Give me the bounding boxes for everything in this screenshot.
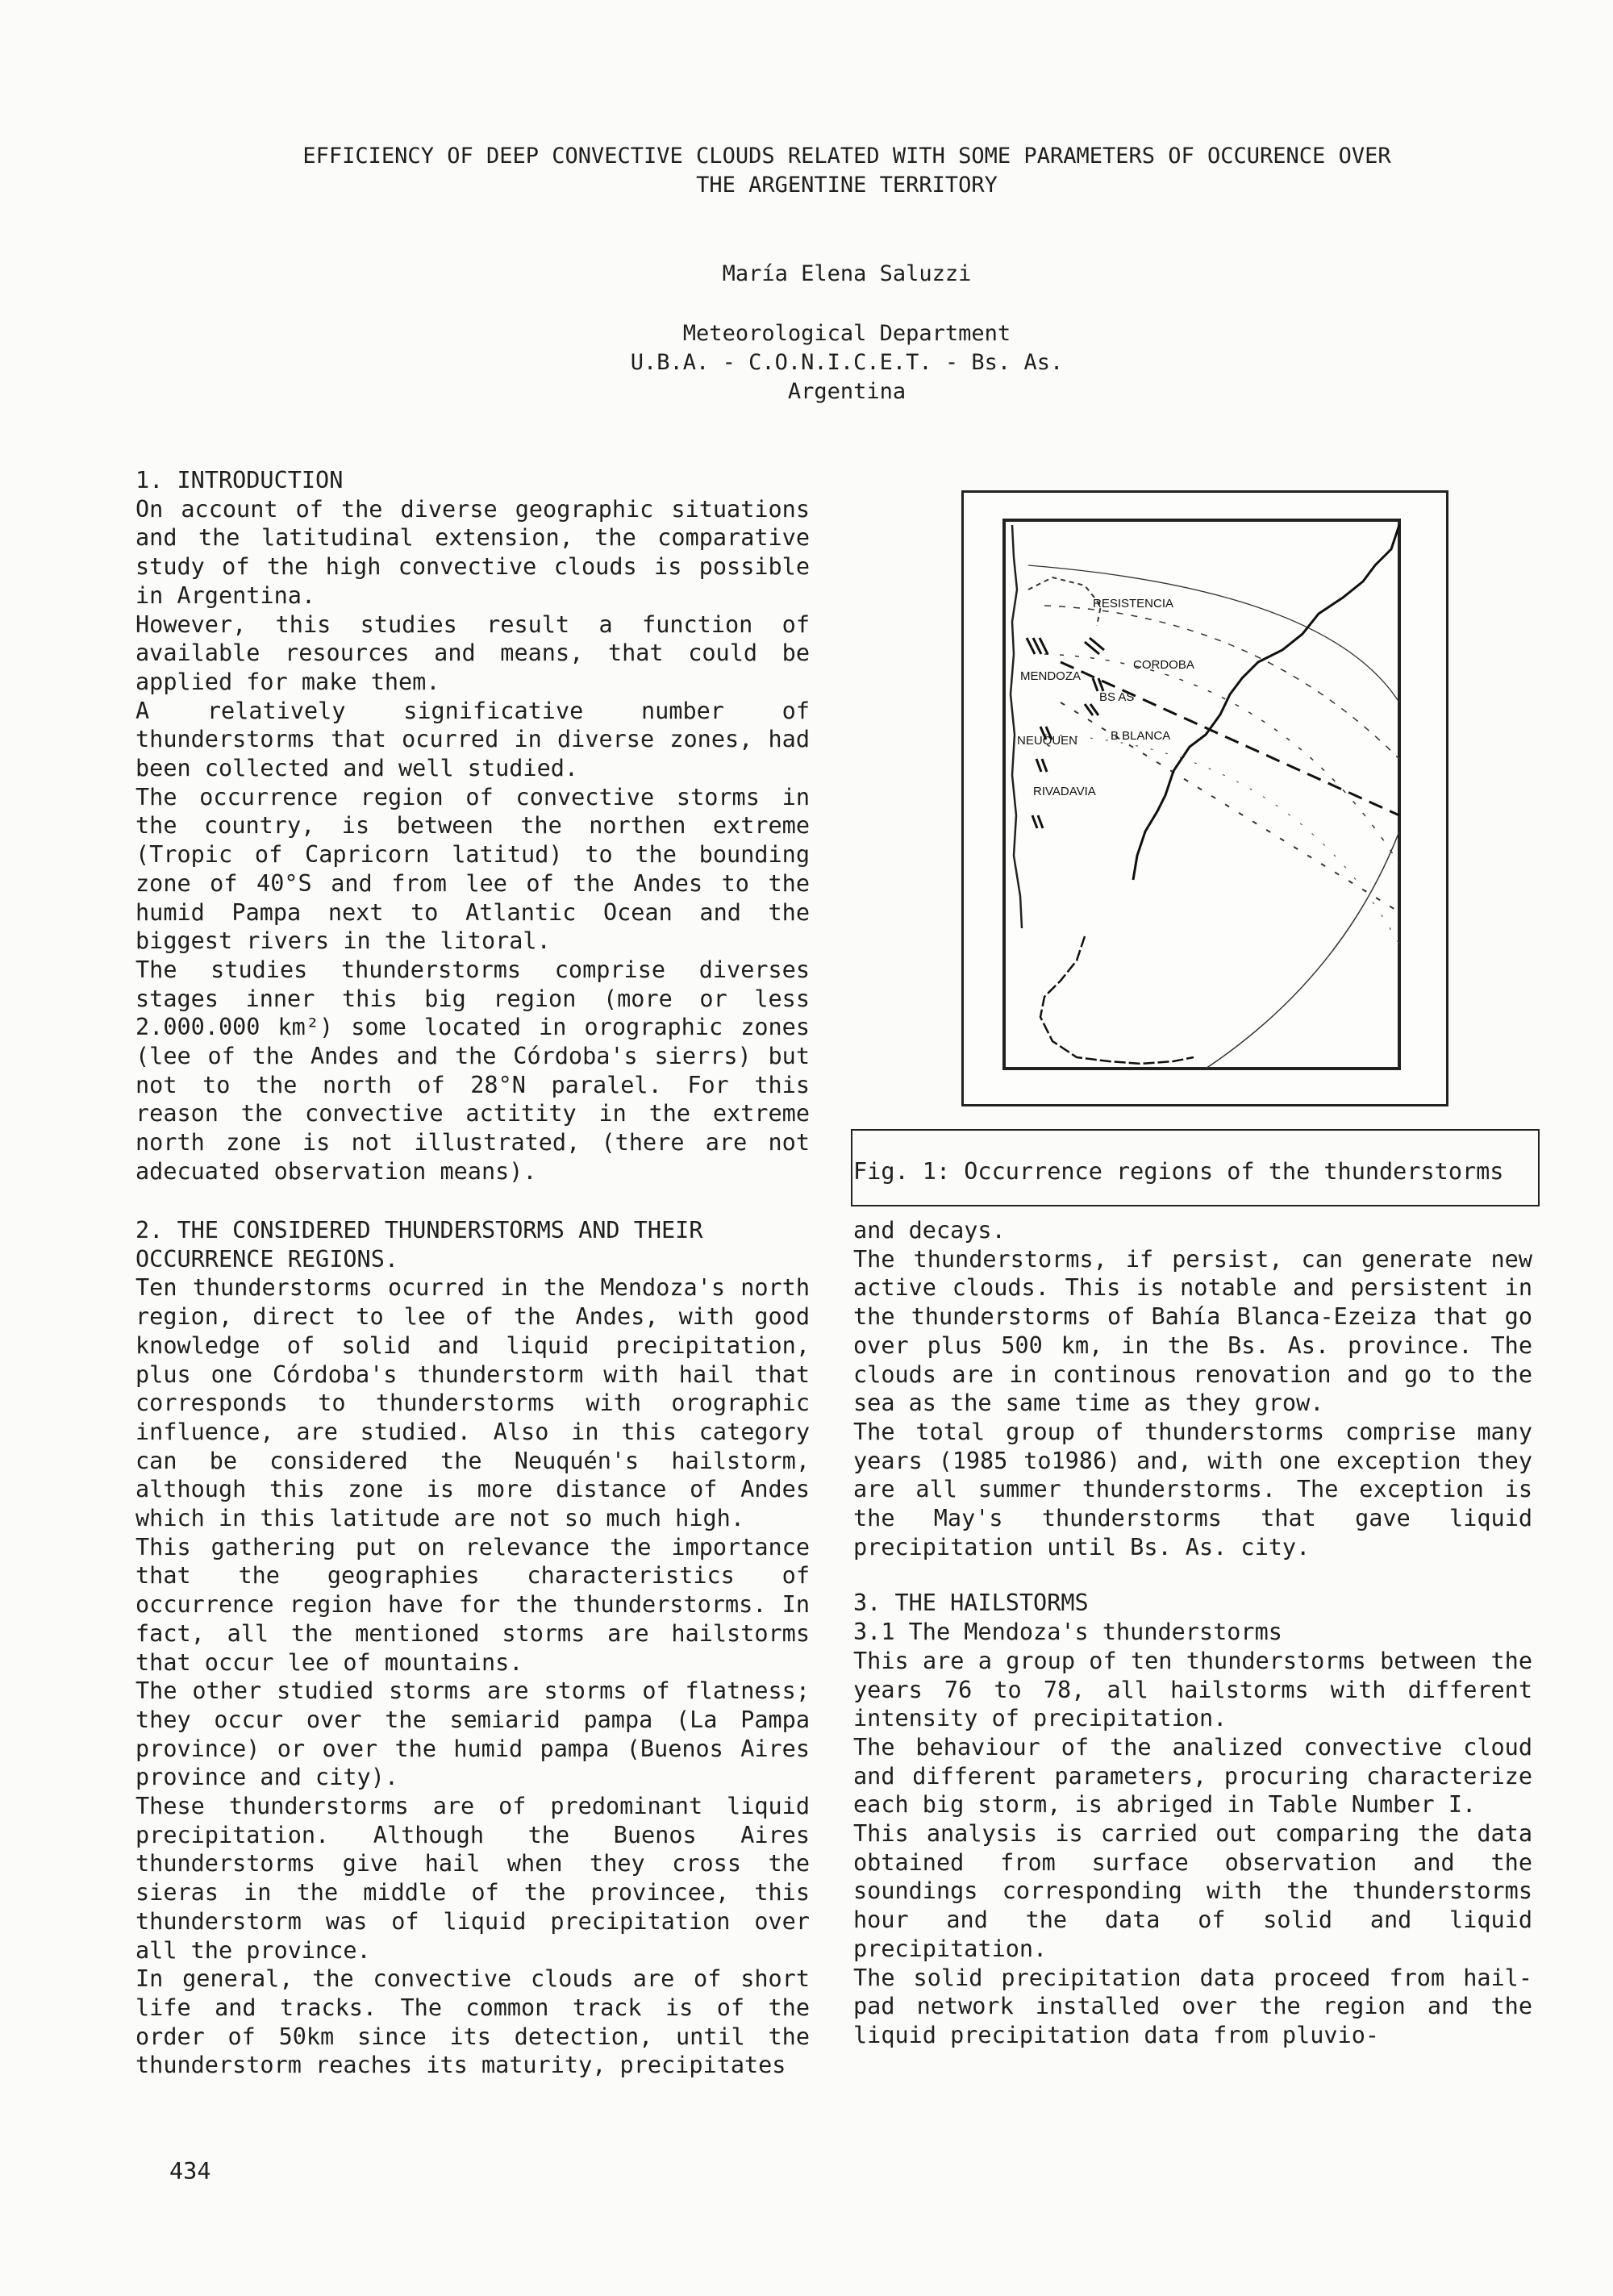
range-arc	[1044, 654, 1399, 864]
coastline-south	[1040, 936, 1194, 1064]
page-number: 434	[169, 2158, 211, 2185]
section-3-heading: 3. THE HAILSTORMS	[853, 1590, 1089, 1617]
map-label-rivadavia: RIVADAVIA	[1033, 785, 1096, 798]
section-1-paragraph: However, this studies result a function of available resources and means, that could be applied for make them.	[135, 610, 810, 695]
section-1-paragraph: On account of the diverse geographic situations and the latitudinal extension, the comparative study of the high convective clouds is possible in Argentina.	[135, 495, 810, 609]
section-2-paragraph: This gathering put on relevance the importance that the geographies characteristics of occurrence region have for the thunderstorms. In fact, all the mentioned storms are hailstorms that occur lee of mountains.	[135, 1533, 810, 1676]
range-arc	[1044, 606, 1399, 759]
left-column-intro	[135, 466, 810, 1186]
section-2-paragraph: Ten thunderstorms ocurred in the Mendoza's north region, direct to lee of the Andes, with good knowledge of solid and liquid precipitation, plus one Córdoba's thunderstorm with hail that corresponds to thunderstorms with orographic influence, are studied. Also in this category can be considered the Neuquén's hailstorm, although this zone is more distance of Andes which in this latitude are not so much high.	[135, 1274, 810, 1532]
affiliation-institution: U.B.A. - C.O.N.I.C.E.T. - Bs. As.	[630, 350, 1064, 375]
section-3-paragraph: The behaviour of the analized convective cloud and different parameters, procuring characterize each big storm, is abriged in Table Number I.	[853, 1733, 1532, 1819]
section-3-paragraph: The solid precipitation data proceed from hail-pad network installed over the region and the liquid precipitation data from pluvio-	[853, 1964, 1532, 2048]
map-labels	[1017, 597, 1194, 798]
section-2-paragraph: In general, the convective clouds are of short life and tracks. The common track is of the order of 50km since its detection, until the thunderstorm reaches its maturity, precipitates	[135, 1965, 810, 2079]
storm-hatch-marks	[1027, 638, 1104, 828]
author-name: María Elena Saluzzi	[722, 261, 972, 286]
section-1-paragraph: A relatively significative number of thunderstorms that ocurred in diverse zones, had been collected and well studied.	[135, 697, 810, 782]
map-label-bs-as: BS AS	[1099, 690, 1135, 704]
map-label-cordoba: CORDOBA	[1133, 658, 1194, 672]
title-line-2: THE ARGENTINE TERRITORY	[696, 173, 998, 198]
section-2-heading-line-2: OCCURRENCE REGIONS.	[135, 1245, 399, 1273]
range-arc	[1028, 565, 1399, 702]
section-3-paragraph: This are a group of ten thunderstorms between the years 76 to 78, all hailstorms with different intensity of precipitation.	[853, 1647, 1532, 1732]
section-2-paragraph: The other studied storms are storms of flatness; they occur over the semiarid pampa (La Pampa province) or over the humid pampa (Buenos Aires province and city).	[135, 1677, 810, 1791]
right-paragraph: and decays.	[853, 1217, 1006, 1244]
section-1-heading: 1. INTRODUCTION	[135, 467, 344, 494]
map-label-b-blanca: B BLANCA	[1111, 729, 1171, 743]
map-label-neuquen: NEUQUEN	[1017, 734, 1078, 748]
range-arc	[1044, 735, 1399, 944]
section-2-heading-line-1: 2. THE CONSIDERED THUNDERSTORMS AND THEIR	[135, 1217, 703, 1244]
section-3-paragraph: This analysis is carried out comparing the data obtained from surface observation and the soundings corresponding with the thunderstorms hour and the data of solid and liquid precipitation.	[853, 1820, 1532, 1962]
affiliation-block	[121, 319, 1573, 406]
map-label-mendoza: MENDOZA	[1020, 669, 1081, 683]
right-column-text	[853, 1216, 1532, 2050]
figure-1-map	[961, 490, 1448, 1106]
title-line-1: EFFICIENCY OF DEEP CONVECTIVE CLOUDS RELATED WITH SOME PARAMETERS OF OCCURENCE OVER	[302, 144, 1391, 169]
right-paragraph: The thunderstorms, if persist, can generate new active clouds. This is notable and persistent in the thunderstorms of Bahía Blanca-Ezeiza that go over plus 500 km, in the Bs. As. province. The clouds are in continous renovation and go to the sea as the same time as they grow.	[853, 1245, 1532, 1417]
andes-border	[1011, 525, 1022, 928]
section-2-paragraph: These thunderstorms are of predominant liquid precipitation. Although the Buenos Aires thunderstorms give hail when they cross the sieras in the middle of the provincee, this thunderstorm was of liquid precipitation over all the province.	[135, 1793, 810, 1964]
subsection-3-1-heading: 3.1 The Mendoza's thunderstorms	[853, 1619, 1282, 1646]
argentina-map-icon	[964, 493, 1446, 1104]
map-label-resistencia: RESISTENCIA	[1093, 597, 1174, 610]
coastline	[1133, 525, 1399, 880]
right-paragraph: The total group of thunderstorms comprise many years (1985 to1986) and, with one exception they are all summer thunderstorms. The exception is the May's thunderstorms that gave liquid precipitation until Bs. As. city.	[853, 1418, 1532, 1561]
paper-title	[121, 142, 1573, 200]
section-1-paragraph: The studies thunderstorms comprise diverses stages inner this big region (more or less 2.000.000 km²) some located in orographic zones (lee of the Andes and the Córdoba's sierrs) but not to the north of 28°N paralel. For this reason the convective actitity in the extreme north zone is not illustrated, (there are not adecuated observation means).	[135, 956, 810, 1185]
left-column-section-2	[135, 1216, 810, 2080]
range-arc	[1206, 831, 1399, 1069]
section-1-paragraph: The occurrence region of convective storms in the country, is between the northen extreme (Tropic of Capricorn latitud) to the bounding zone of 40°S and from lee of the Andes to the humid Pampa next to Atlantic Ocean and the biggest rivers in the litoral.	[135, 783, 810, 955]
affiliation-country: Argentina	[787, 379, 907, 404]
affiliation-department: Meteorological Department	[682, 321, 1011, 346]
province-outline	[1028, 577, 1101, 626]
figure-1-caption: Fig. 1: Occurrence regions of the thunderstorms	[853, 1158, 1504, 1185]
